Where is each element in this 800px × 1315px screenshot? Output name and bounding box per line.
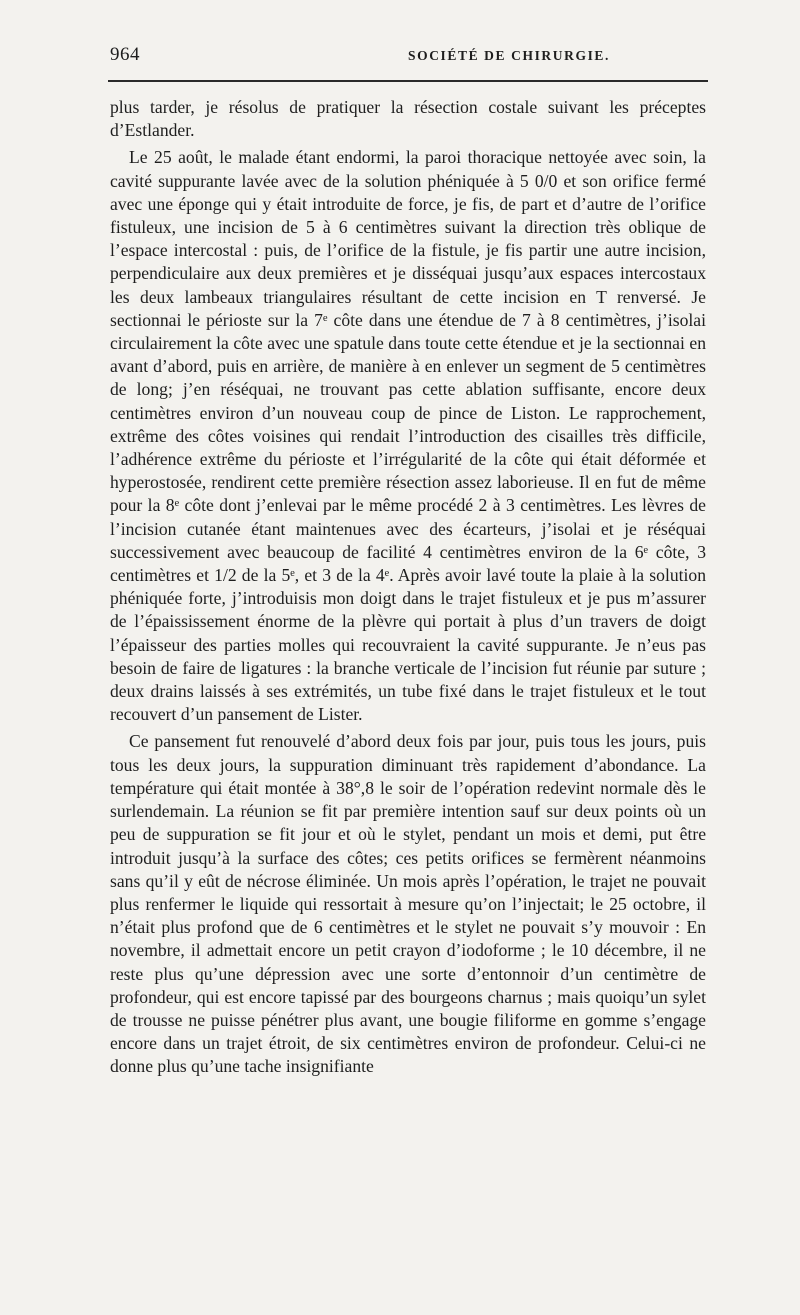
running-title: SOCIÉTÉ DE CHIRURGIE. bbox=[407, 48, 610, 63]
running-header bbox=[110, 42, 708, 72]
paragraph-operation: Le 25 août, le malade étant endormi, la paroi thoracique nettoyée avec soin, la cavité suppurante lavée avec de la solution phéniquée à 5 0/0 et son orifice fermé avec une éponge qui y était introduite de force, je fis, de part et d’autre de l’orifice fistuleux, une incision de 5 à 6 centimètres suivant la direction très oblique de l’espace intercostal : puis, de l’orifice de la fistule, je fis partir une autre incision, perpendiculaire aux deux premières et je disséquai jusqu’aux espaces intercostaux les deux lambeaux triangulaires résultant de cette incision en T renversé. Je sectionnai le périoste sur la 7ᵉ côte dans une étendue de 7 à 8 centimètres, j’isolai circulairement la côte avec une spatule dans toute cette étendue et je la sectionnai en avant d’abord, puis en arrière, de manière à en enlever un segment de 5 centimètres de long; j’en réséquai, ne trouvant pas cette ablation suffisante, encore deux centimètres environ d’un nouveau coup de pince de Liston. Le rapprochement, extrême des côtes voisines qui rendait l’introduction des cisailles très difficile, l’adhérence extrême du périoste et l’irrégularité de la côte qui était déformée et hyperostosée, rendirent cette première résection assez laborieuse. Il en fut de même pour la 8ᵉ côte dont j’enlevai par le même procédé 2 à 3 centimètres. Les lèvres de l’incision cutanée étant maintenues avec des écarteurs, j’isolai et je réséquai successivement avec beaucoup de facilité 4 centimètres environ de la 6ᵉ côte, 3 centimètres et 1/2 de la 5ᵉ, et 3 de la 4ᵉ. Après avoir lavé toute la plaie à la solution phéniquée forte, j’introduisis mon doigt dans le trajet fistuleux et je pus m’assurer de l’épaississement énorme de la plèvre qui portait à plus d’un travers de doigt l’épaisseur des parties molles qui recouvraient la cavité suppurante. Je n’eus pas besoin de faire de ligatures : la branche verticale de l’incision fut réunie par suture ; deux drains laissés à ses extrémités, un tube fixé dans le trajet fistuleux et le tout recouvert d’un pansement de Lister. bbox=[110, 147, 706, 725]
page-number: 964 bbox=[110, 44, 140, 65]
body-text bbox=[110, 96, 706, 1083]
header-rule bbox=[108, 80, 708, 82]
paragraph-aftercare: Ce pansement fut renouvelé d’abord deux fois par jour, puis tous les jours, puis tous les deux jours, la suppuration diminuant très rapidement d’abondance. La température qui était montée à 38°,8 le soir de l’opération redevint normale dès le surlendemain. La réunion se fit par première intention sauf sur deux points où un peu de suppuration se fit jour et où le stylet, pendant un mois et demi, put être introduit jusqu’à la surface des côtes; ces petits orifices se fermèrent néanmoins sans qu’il y eût de nécrose éliminée. Un mois après l’opération, le trajet ne pouvait plus renfermer le liquide qui ressortait à mesure qu’on l’injectait; le 25 octobre, il n’était plus profond que de 6 centimètres et le stylet ne pouvait s’y mouvoir : En novembre, il admettait encore un petit crayon d’iodoforme ; le 10 décembre, il ne reste plus qu’une dépression avec une sorte d’entonnoir d’un centimètre de profondeur, qui est encore tapissé par des bourgeons charnus ; mais quoiqu’un sylet de trousse ne puisse pénétrer plus avant, une bougie filiforme en gomme s’engage encore dans un trajet étroit, de six centimètres environ de profondeur. Celui-ci ne donne plus qu’une tache insignifiante bbox=[110, 731, 706, 1077]
paragraph-continued: plus tarder, je résolus de pratiquer la résection costale suivant les préceptes d’Estlander. bbox=[110, 97, 706, 141]
